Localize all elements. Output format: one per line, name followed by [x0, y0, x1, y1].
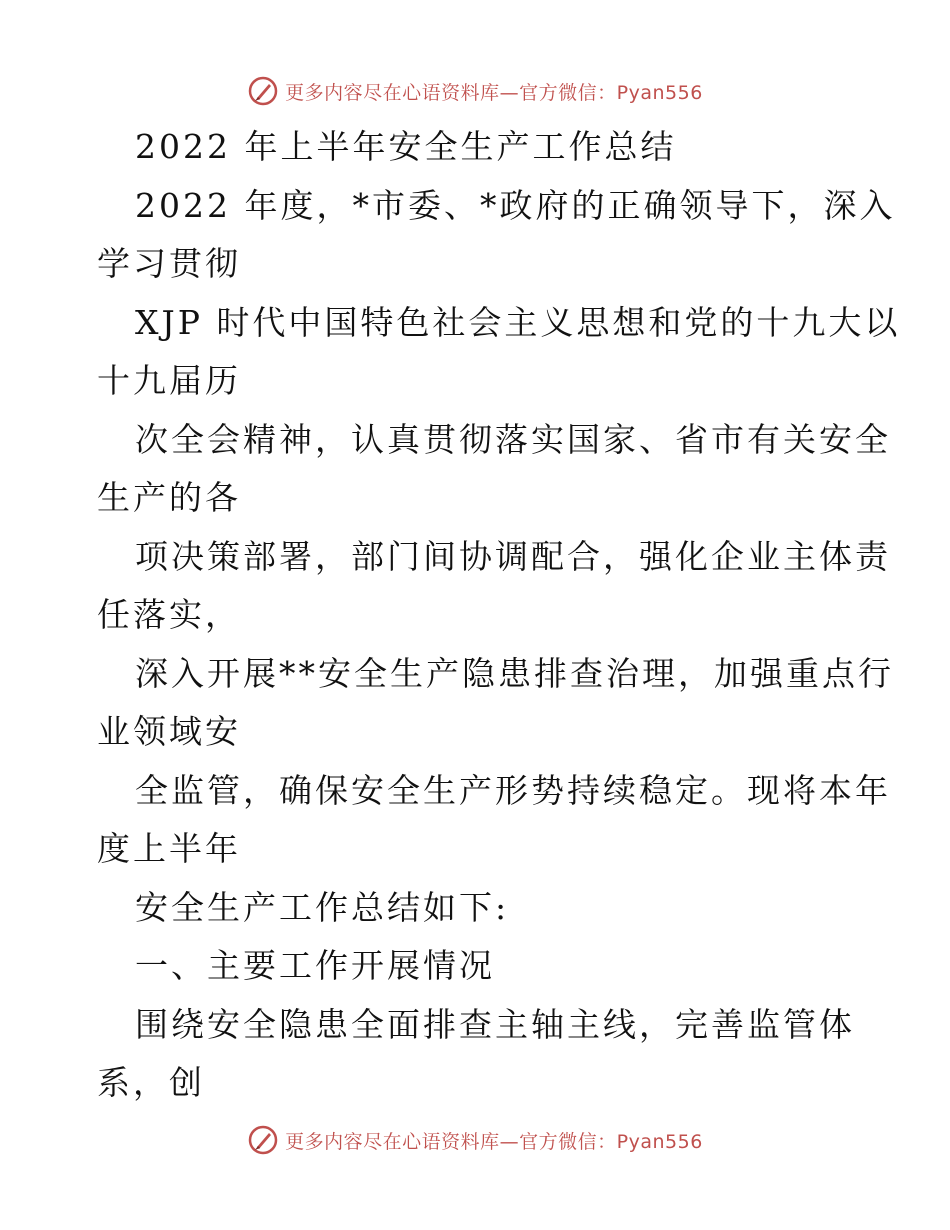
footer-watermark-text: 更多内容尽在心语资料库—官方微信：Pyan556	[285, 1130, 703, 1153]
header-watermark-text: 更多内容尽在心语资料库—官方微信：Pyan556	[285, 81, 703, 104]
paragraph-line: 2022 年度，*市委、*政府的正确领导下，深入	[135, 185, 896, 225]
paragraph-line: XJP 时代中国特色社会主义思想和党的十九大以	[135, 302, 901, 342]
footer-watermark-banner	[0, 1120, 950, 1160]
paragraph-line: 次全会精神，认真贯彻落实国家、省市有关安全	[135, 419, 891, 459]
paragraph-line: 十九届历	[97, 361, 241, 400]
paragraph-line: 安全生产工作总结如下:	[135, 887, 510, 927]
paragraph-line: 深入开展**安全生产隐患排查治理，加强重点行	[135, 653, 894, 693]
paragraph-line: 系，创	[97, 1063, 205, 1102]
document-body	[97, 118, 901, 1113]
paragraph-line: 业领域安	[97, 712, 241, 751]
quill-pen-logo-icon	[247, 1124, 279, 1156]
paragraph-line: 学习贯彻	[97, 244, 241, 283]
paragraph-line: 生产的各	[97, 478, 241, 517]
paragraph-line: 项决策部署，部门间协调配合，强化企业主体责	[135, 536, 891, 576]
paragraph-line: 度上半年	[97, 829, 241, 868]
paragraph-line: 任落实，	[97, 595, 241, 634]
document-title: 2022 年上半年安全生产工作总结	[135, 127, 677, 166]
paragraph-line: 围绕安全隐患全面排查主轴主线，完善监管体	[135, 1004, 855, 1044]
header-watermark-banner	[0, 71, 950, 111]
quill-pen-logo-icon	[247, 75, 279, 107]
section-heading: 一、主要工作开展情况	[135, 946, 495, 985]
paragraph-line: 全监管，确保安全生产形势持续稳定。现将本年	[135, 770, 891, 810]
